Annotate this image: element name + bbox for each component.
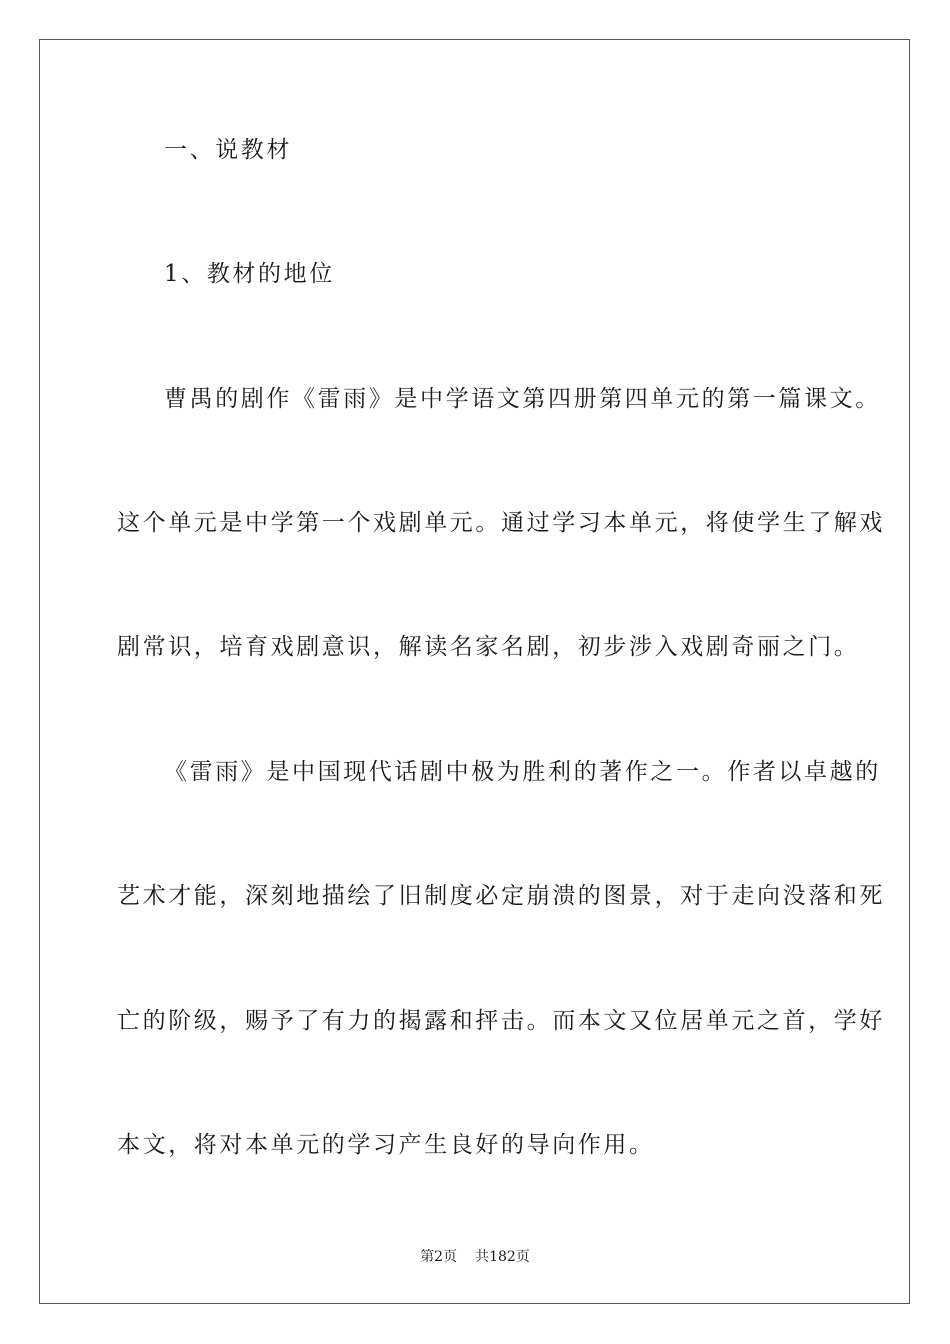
page-number: 第2页: [420, 1249, 458, 1265]
paragraph-line: 亡的阶级，赐予了有力的揭露和抨击。而本文又位居单元之首，学好: [117, 1008, 885, 1034]
page-total: 共182页: [475, 1249, 530, 1265]
paragraph-line: 艺术才能，深刻地描绘了旧制度必定崩溃的图景，对于走向没落和死: [117, 883, 885, 909]
paragraph-line: 曹禺的剧作《雷雨》是中学语文第四册第四单元的第一篇课文。: [164, 386, 881, 412]
paragraph-line: 剧常识，培育戏剧意识，解读名家名剧，初步涉入戏剧奇丽之门。: [117, 634, 860, 660]
page-footer: [0, 1247, 950, 1267]
paragraph-line: 《雷雨》是中国现代话剧中极为胜利的著作之一。作者以卓越的: [164, 759, 881, 785]
subsection-heading: 1、教材的地位: [164, 261, 335, 287]
paragraph-line: 本文，将对本单元的学习产生良好的导向作用。: [117, 1132, 655, 1158]
page-border: [39, 39, 910, 1304]
paragraph-line: 这个单元是中学第一个戏剧单元。通过学习本单元，将使学生了解戏: [117, 510, 885, 536]
section-heading: 一、说教材: [164, 137, 292, 163]
